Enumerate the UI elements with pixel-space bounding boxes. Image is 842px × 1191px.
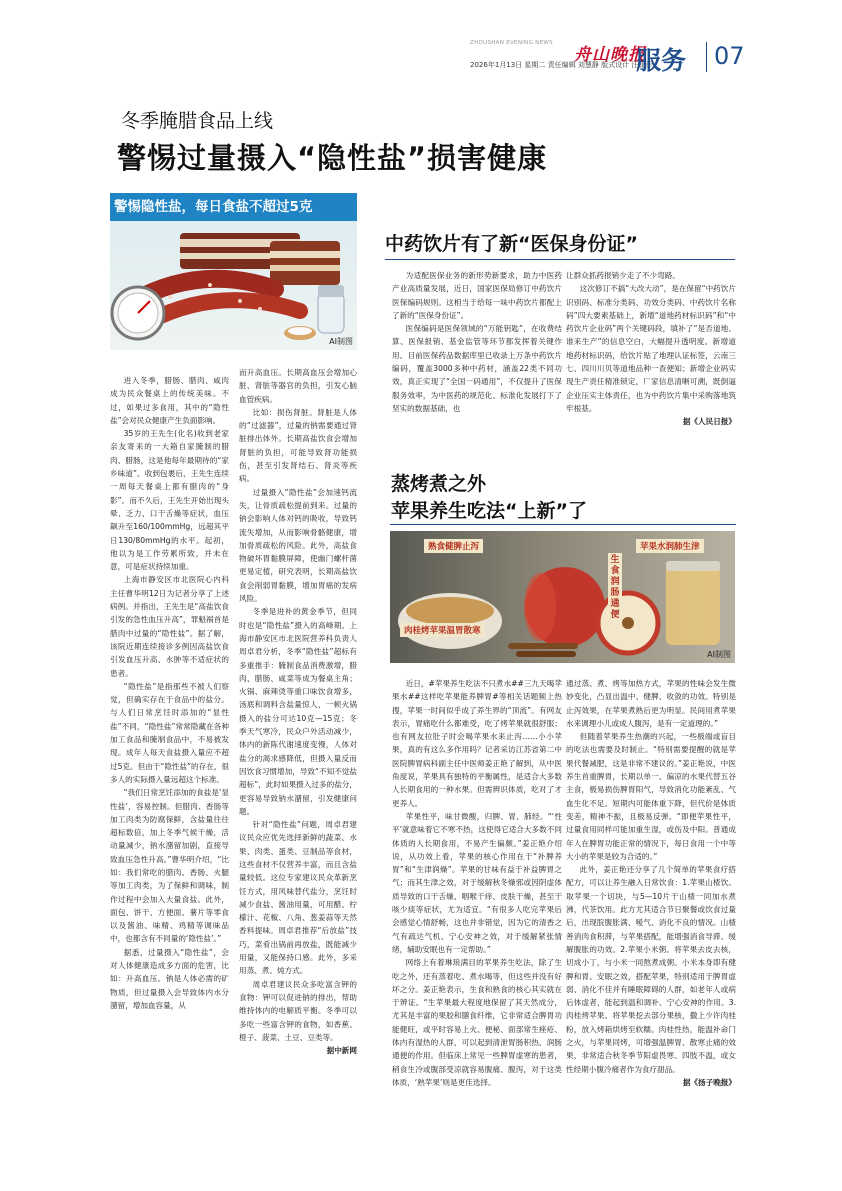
paragraph: 过量摄入“隐性盐”会加速钙流失，让骨质疏松提前到来。过量的钠会影响人体对钙的吸收，导致钙流失增加，从而影响骨骼健康，增加骨质疏松的风险。此外，高盐食物破坏胃黏膜屏障，使幽门螺杆菌更易定植，研究表明，长期高盐饮食会削弱胃黏膜，增加胃癌的发病风险。 (239, 487, 357, 604)
page-number: 07 (714, 42, 745, 70)
paragraph: 比如：损伤肾脏。肾脏是人体的“过滤器”，过量的钠需要通过肾脏排出体外。长期高盐饮食会增加肾脏的负担，可能导致肾功能损伤，甚至引发肾结石、肾炎等疾病。 (239, 407, 357, 484)
illustration-credit: AI制图 (329, 337, 353, 346)
paragraph: 进入冬季，腊肠、腊肉、咸肉成为民众餐桌上的传统美味。不过，如果过多食用，其中的“隐性盐”会对民众健康产生负面影响。 (110, 376, 229, 425)
illustration-credit: AI制图 (707, 650, 731, 659)
paragraph: 近日，#苹果养生吃法不只煮水##三九天喝苹果水##这样吃苹果能养脾胃#等相关话题频上热搜，苹果一时间似乎成了养生界的“顶流”。有网友表示，胃痛吃什么都难受，吃了烤苹果就很舒服；也有网友拉肚子时会喝苹果水来止泻……小小苹果，真的有这么多作用吗？记者采访江苏省第二中医院脾胃病科副主任中医师姜正艳了解到，从中医角度说，苹果具有独特的平衡属性，是适合大多数人长期食用的一种水果。但需辨识体质，吃对了才更养人。 (392, 679, 562, 808)
article3-title-rule (390, 524, 736, 525)
section-name: 服务 (636, 46, 687, 75)
paragraph: 这次修订不搞“大改大动”，是在保留“中药饮片识别码、标准分类码、功效分类码、中药饮片名称码”四大要素基础上，新增“道地药材标识码”和“中药饮片企业码”两个关键码段，填补了“是否道地、谁来生产”的信息空白，大幅提升透明度。新增道地药材标识码，给饮片贴了地理认证标签，云南三七、四川川贝等道地品种一查便知；新增企业码实现生产责任精准锁定，厂家信息清晰可溯，既倒逼企业压实主体责任，也为中药饮片集中采购落地筑牢根基。 (566, 284, 736, 413)
article3-source: 据《扬子晚报》 (682, 1077, 736, 1087)
article1-source: 据中新网 (326, 1046, 357, 1056)
article2-source: 据《人民日报》 (682, 417, 736, 427)
paragraph: 通过蒸、煮、烤等加热方式，苹果的性味会发生微妙变化，凸显出温中、健脾、收敛的功效。特别是止泻效果，在苹果煮熟后更为明显。民间用煮苹果水来调理小儿或成人腹泻，是有一定道理的。” (566, 679, 736, 728)
paragraph: “隐性盐”是指那些不被人们察觉，但确实存在于食品中的盐分。与人们日常烹饪时添加的“显性盐”不同，“隐性盐”常常隐藏在各种加工食品和腌制食品中，不易被发现。成年人每天食盐摄入量应不超过5克。但由于“隐性盐”的存在，很多人的实际摄入量远超这个标准。 (110, 681, 230, 784)
article2-column-1 (392, 269, 562, 415)
article3-title-line2: 苹果养生吃法“上新”了 (391, 500, 587, 522)
paragraph: 据悉，过量摄入“隐性盐”，会对人体健康造成多方面的危害，比如：升高血压。钠是人体必需的矿物质，但过量摄入会导致体内水分潴留，增加血容量，从 (110, 947, 229, 1010)
paragraph: 让群众抓药报销少走了不少弯路。 (566, 271, 680, 280)
article3-column-2 (566, 677, 736, 1089)
paragraph: 而升高血压。长期高血压会增加心脏、肾脏等器官的负担，引发心脑血管疾病。 (239, 368, 357, 404)
article2-title: 中药饮片有了新“医保身份证” (385, 233, 638, 255)
paragraph: 网络上有着琳琅满目的苹果养生吃法，除了生吃之外，还有蒸着吃、煮水喝等，但这些并没有好坏之分。姜正艳表示，生食和熟食的核心其实就在于辨证。“生苹果最大程度地保留了其天然成分，尤其是丰富的果胶和膳食纤维，它非常适合脾胃功能健旺，或平时容易上火、便秘、面部常生痤疮、体内有湿热的人群，可以起到清泄胃肠积热、润肠通便的作用。但临床上常见一些脾胃虚寒的患者，稍食生冷或腹部受凉就容易腹痛、腹泻，对于这类体质，‘熟苹果’则是更佳选择。 (392, 958, 562, 1087)
newspaper-logo: 舟山晚报 (574, 45, 646, 65)
image-label-vertical: 生食润肠通便 (608, 553, 622, 623)
image-label-top-right: 苹果水润肺生津 (636, 539, 704, 553)
paragraph: 针对“隐性盐”问题，周卓君建议民众应优先选择新鲜的蔬菜、水果、肉类、蛋类、豆制品等食材，这些食材不仅营养丰富，而且含盐量较低。这位专家建议民众革新烹饪方式，用风味替代盐分，烹饪时减少食盐、酱油用量，可用醋、柠檬汁、花椒、八角、葱姜蒜等天然香料提味。周卓君推荐“后放盐”技巧，菜肴出锅前再放盐，既能减少用量，又能保持口感。此外，多采用蒸、煮、炖方式。 (239, 820, 357, 976)
article3-title-line1: 蒸烤煮之外 (391, 473, 487, 495)
article1-illustration (110, 193, 357, 350)
newspaper-english-name: ZHOUSHAN EVENING NEWS (470, 40, 553, 46)
paragraph: 周卓君建议民众多吃富含钾的食物：钾可以促进钠的排出，帮助维持体内的电解质平衡。冬季可以多吃一些富含钾的食物，如香蕉、橙子、菠菜、土豆、豆类等。 (239, 979, 357, 1042)
image-label-bottom-left: 肉桂烤苹果温胃散寒 (400, 623, 485, 637)
article3-column-1 (392, 677, 562, 1089)
cured-meat-illustration (110, 193, 357, 350)
paragraph: 此外，姜正艳还分享了几个简单的苹果食疗搭配方，可以让养生融入日常饮食：1.苹果山楂饮。取苹果一个切块，与5—10片干山楂一同加水煮沸，代茶饮用。此方尤其适合节日聚餐或饮食过量后，出现脘腹胀满、嗳气、消化不良的情况。山楂善消肉食积滞，与苹果搭配，能增强消食导滞、缓解腹胀的功效。2.苹果小米粥。将苹果去皮去核，切成小丁，与小米一同熬煮成粥。小米本身即有健脾和胃、安眠之效，搭配苹果，特别适用于脾胃虚弱、消化不佳并有睡眠障碍的人群，如老年人或病后体虚者，能起到温和调补、宁心安神的作用。3.肉桂烤苹果。将苹果挖去部分果核，撒上少许肉桂粉，放入烤箱烘烤至软糯。肉桂性热，能温补命门之火，与苹果同烤，可增强温脾胃、散寒止痛的效果，非常适合秋冬季节阳虚畏寒、四肢不温，或女性经期小腹冷痛者作为食疗甜品。 (566, 865, 736, 1074)
paragraph: 35岁的王先生(化名)收到老家亲友寄来的一大箱自家腌制的腊肉、腊肠，这是他每年最期待的“家乡味道”。收到包裹后，王先生连续一周每天餐桌上都有腊肉的“身影”。而不久后，王先生开始出现头晕、乏力、口干舌燥等症状，血压飙升至160/100mmHg，远超其平日130/80mmHg的水平。起初，他以为是工作劳累所致，并未在意，可是症状持续加重。 (110, 429, 229, 572)
paragraph: 上海市静安区市北医院心内科主任曹华明12日为记者分享了上述病例。并指出，王先生是“高盐饮食引发的急性血压升高”，罪魁祸首是腊肉中过量的“隐性盐”。据了解，该院近期连续接诊多例因高盐饮食引发血压升高、水肿等不适症状的患者。 (110, 575, 229, 678)
paragraph: 但随着苹果养生热潮的兴起，一些极端或盲目的吃法也需要及时制止。“特别需要提醒的就是苹果代餐减肥，这是非常不建议的。”姜正艳说，中医养生首重脾胃，长期以单一、偏凉的水果代替五谷主食，极易损伤脾胃阳气，导致消化功能紊乱、气血生化不足。短期内可能体重下降，但代价是体质变差，精神不振，且极易反弹。“即便苹果性平，过量食用同样可能加重生湿，或伤及中阳。普通成年人在脾胃功能正常的情况下，每日食用一个中等大小的苹果是较为合适的。” (566, 732, 736, 861)
image-label-top-left: 熟食健脾止泻 (424, 539, 483, 553)
article1-column-1 (110, 374, 229, 1012)
paragraph: 医保编码是医保领域的“万能钥匙”，在收费结算、医保报销、基金监管等环节都发挥着关键作用。目前医保药品数据库里已收录上万条中药饮片编码，覆盖3000多种中药材，涵盖22类不同功效，真正实现了“全国一码通用”，不仅提升了医保服务效率，为中医药的规范化、标准化发展打下了坚实的数据基础，也 (392, 324, 562, 413)
issue-meta: 2026年1月13日 星期二 责任编辑 刘慧静 版式设计 汪菲菲 (470, 61, 653, 69)
article1-kicker: 冬季腌腊食品上线 (121, 110, 274, 132)
illustration-banner: 警惕隐性盐，每日食盐不超过5克 (110, 193, 357, 221)
paragraph: 冬季是进补的黄金季节，但同时也是“隐性盐”摄入的高峰期。上海市静安区市北医院营养科负责人周卓君分析，冬季“隐性盐”超标有多重推手：腌制食品消费激增，腊肉、腊肠、咸菜等成为餐桌主角；火锅、麻辣烫等重口味饮食增多，汤底和调料含盐量惊人，一顿火锅摄入的盐分可达10克—15克；冬季天气寒冷，民众户外活动减少，体内的新陈代谢速度变慢，人体对盐分的渴求感降低，但摄入量反而因饮食习惯增加，导致“不知不觉盐超标”，此时如果摄入过多的盐分，更容易导致钠水潴留，引发健康问题。 (239, 607, 357, 816)
header-divider (706, 42, 707, 72)
article2-column-2 (566, 269, 736, 429)
article3-illustration (390, 531, 735, 663)
article1-headline: 警惕过量摄入“隐性盐”损害健康 (117, 141, 548, 175)
paragraph: 为适配医保业务的新形势新要求，助力中医药产业高质量发展，近日，国家医保局修订中药饮片医保编码规则。这相当于给每一味中药饮片都配上了新的“医保身份证”。 (392, 271, 562, 320)
paragraph: “我们日常烹饪添加的食盐是‘显性盐’，容易控制。但腊肉、香肠等加工肉类为防腐保鲜，含盐量往往超标数倍，加上冬季气候干燥，活动量减少，钠水潴留加剧，直接导致血压急性升高。”曹华明介绍，“比如：我们常吃的腊肉、香肠、火腿等加工肉类，为了保鲜和调味，制作过程中会加入大量食盐。此外，面包、饼干、方便面、薯片等零食以及酱油、味精、鸡精等调味品中，也都含有不同量的‘隐性盐’。” (110, 788, 229, 944)
article2-title-rule (385, 259, 735, 260)
article1-column-2 (239, 366, 357, 1057)
paragraph: 苹果性平，味甘微酸，归脾、胃、肺经。“‘性平’就意味着它不寒不热，这使得它适合大多数不同体质的人长期食用，不易产生偏颇。”姜正艳介绍说，从功效上看，苹果的核心作用在于“补脾养胃”和“生津润燥”。苹果的甘味有益于补益脾胃之气；而其生津之效，对于缓解秋冬燥邪或因阴虚体质导致的口干舌燥、咽喉干痒、皮肤干燥，甚至干咳少痰等症状，尤为适宜。“有很多人吃完苹果后会感觉心情舒畅，这也并非错觉，因为它的清香之气有疏达气机、宁心安神之效，对于缓解紧张情绪，辅助安眠也有一定帮助。” (392, 811, 562, 954)
